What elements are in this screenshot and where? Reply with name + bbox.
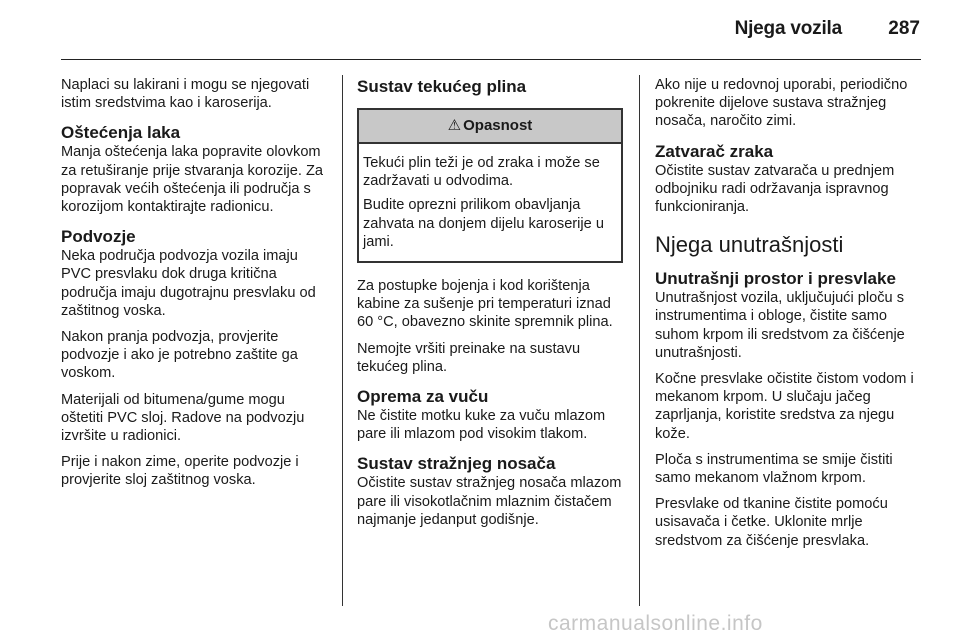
warning-triangle-icon: ⚠	[447, 116, 462, 134]
paragraph: Za postupke bojenja i kod korištenja kabine za sušenje pri temperaturi iznad 60 °C, obavezno skinite spremnik plina.	[357, 278, 613, 331]
header-divider	[61, 59, 921, 60]
paragraph: Ako nije u redovnoj uporabi, periodično pokrenite dijelove sustava stražnjeg nosača, naročito zimi.	[655, 77, 908, 130]
section-heading-air-shutter: Zatvarač zraka	[655, 141, 774, 161]
column-divider-right	[639, 75, 640, 606]
paragraph: Ploča s instrumentima se smije čistiti samo mekanom vlažnom krpom.	[655, 451, 893, 487]
warning-text: Tekući plin teži je od zraka i može se zadržavati u odvodima.	[363, 155, 600, 190]
paragraph: Nemojte vršiti preinake na sustavu tekućeg plina.	[357, 340, 581, 375]
warning-box	[357, 108, 623, 263]
paragraph: Očistite sustav zatvarača u prednjem odbojniku radi održavanja ispravnog funkcioniranja.	[655, 162, 895, 216]
paragraph: Presvlake od tkanine čistite pomoću usisavača i četke. Uklonite mrlje sredstvom za čišćenje presvlaka.	[655, 496, 888, 549]
warning-title: Opasnost	[463, 116, 533, 134]
paragraph: Nakon pranja podvozja, provjerite podvozje i ako je potrebno zaštite ga voskom.	[61, 329, 298, 382]
section-heading-rear-carrier: Sustav stražnjeg nosača	[357, 454, 556, 474]
paragraph: Unutrašnjost vozila, uključujući ploču s instrumentima i obloge, čistite samo suhom krpom ili sredstvom za čišćenje unutrašnjosti.	[655, 290, 905, 361]
paragraph: Manja oštećenja laka popravite olovkom za retuširanje prije stvaranja korozije. Za popravak većih oštećenja ili područja s korozijom kontaktirajte radionicu.	[61, 144, 323, 216]
page-title: Njega vozila	[734, 18, 842, 39]
paragraph: Prije i nakon zime, operite podvozje i provjerite sloj zaštitnog voska.	[61, 454, 299, 489]
column-left	[61, 76, 331, 498]
paragraph: Naplaci su lakirani i mogu se njegovati istim sredstvima kao i karoserija.	[61, 77, 310, 112]
paragraph: Materijali od bitumena/gume mogu oštetiti PVC sloj. Radove na podvozju izvršite u radionici.	[61, 391, 305, 445]
section-heading-underbody: Podvozje	[61, 227, 136, 247]
chapter-heading-interior-care: Njega unutrašnjosti	[655, 232, 844, 258]
paragraph: Kočne presvlake očistite čistom vodom i mekanom krpom. U slučaju jačeg zaprljanja, koristite sredstva za njegu kože.	[655, 371, 914, 442]
warning-text: Budite oprezni prilikom obavljanja zahvata na donjem dijelu karoserije u jami.	[363, 197, 604, 250]
paragraph: Očistite sustav stražnjeg nosača mlazom pare ili visokotlačnim mlaznim čistačem najmanje jedanput godišnje.	[357, 475, 622, 528]
paragraph: Neka područja podvozja vozila imaju PVC presvlaku dok druga kritična područja imaju dugotrajnu presvlaku od zaštitnog voska.	[61, 248, 316, 319]
column-middle	[357, 76, 627, 537]
warning-body	[359, 144, 621, 261]
section-heading-towing: Oprema za vuču	[357, 387, 489, 407]
page-number: 287	[888, 18, 920, 39]
section-heading-paint-damage: Oštećenja laka	[61, 123, 181, 143]
column-divider-left	[342, 75, 343, 606]
section-heading-interior: Unutrašnji prostor i presvlake	[655, 269, 896, 289]
paragraph: Ne čistite motku kuke za vuču mlazom pare ili mlazom pod visokim tlakom.	[357, 408, 606, 443]
warning-header	[359, 110, 621, 144]
column-right	[655, 76, 925, 558]
page-header	[0, 0, 960, 62]
section-heading-lpg: Sustav tekućeg plina	[357, 77, 527, 96]
watermark: carmanualsonline.info	[548, 612, 763, 635]
